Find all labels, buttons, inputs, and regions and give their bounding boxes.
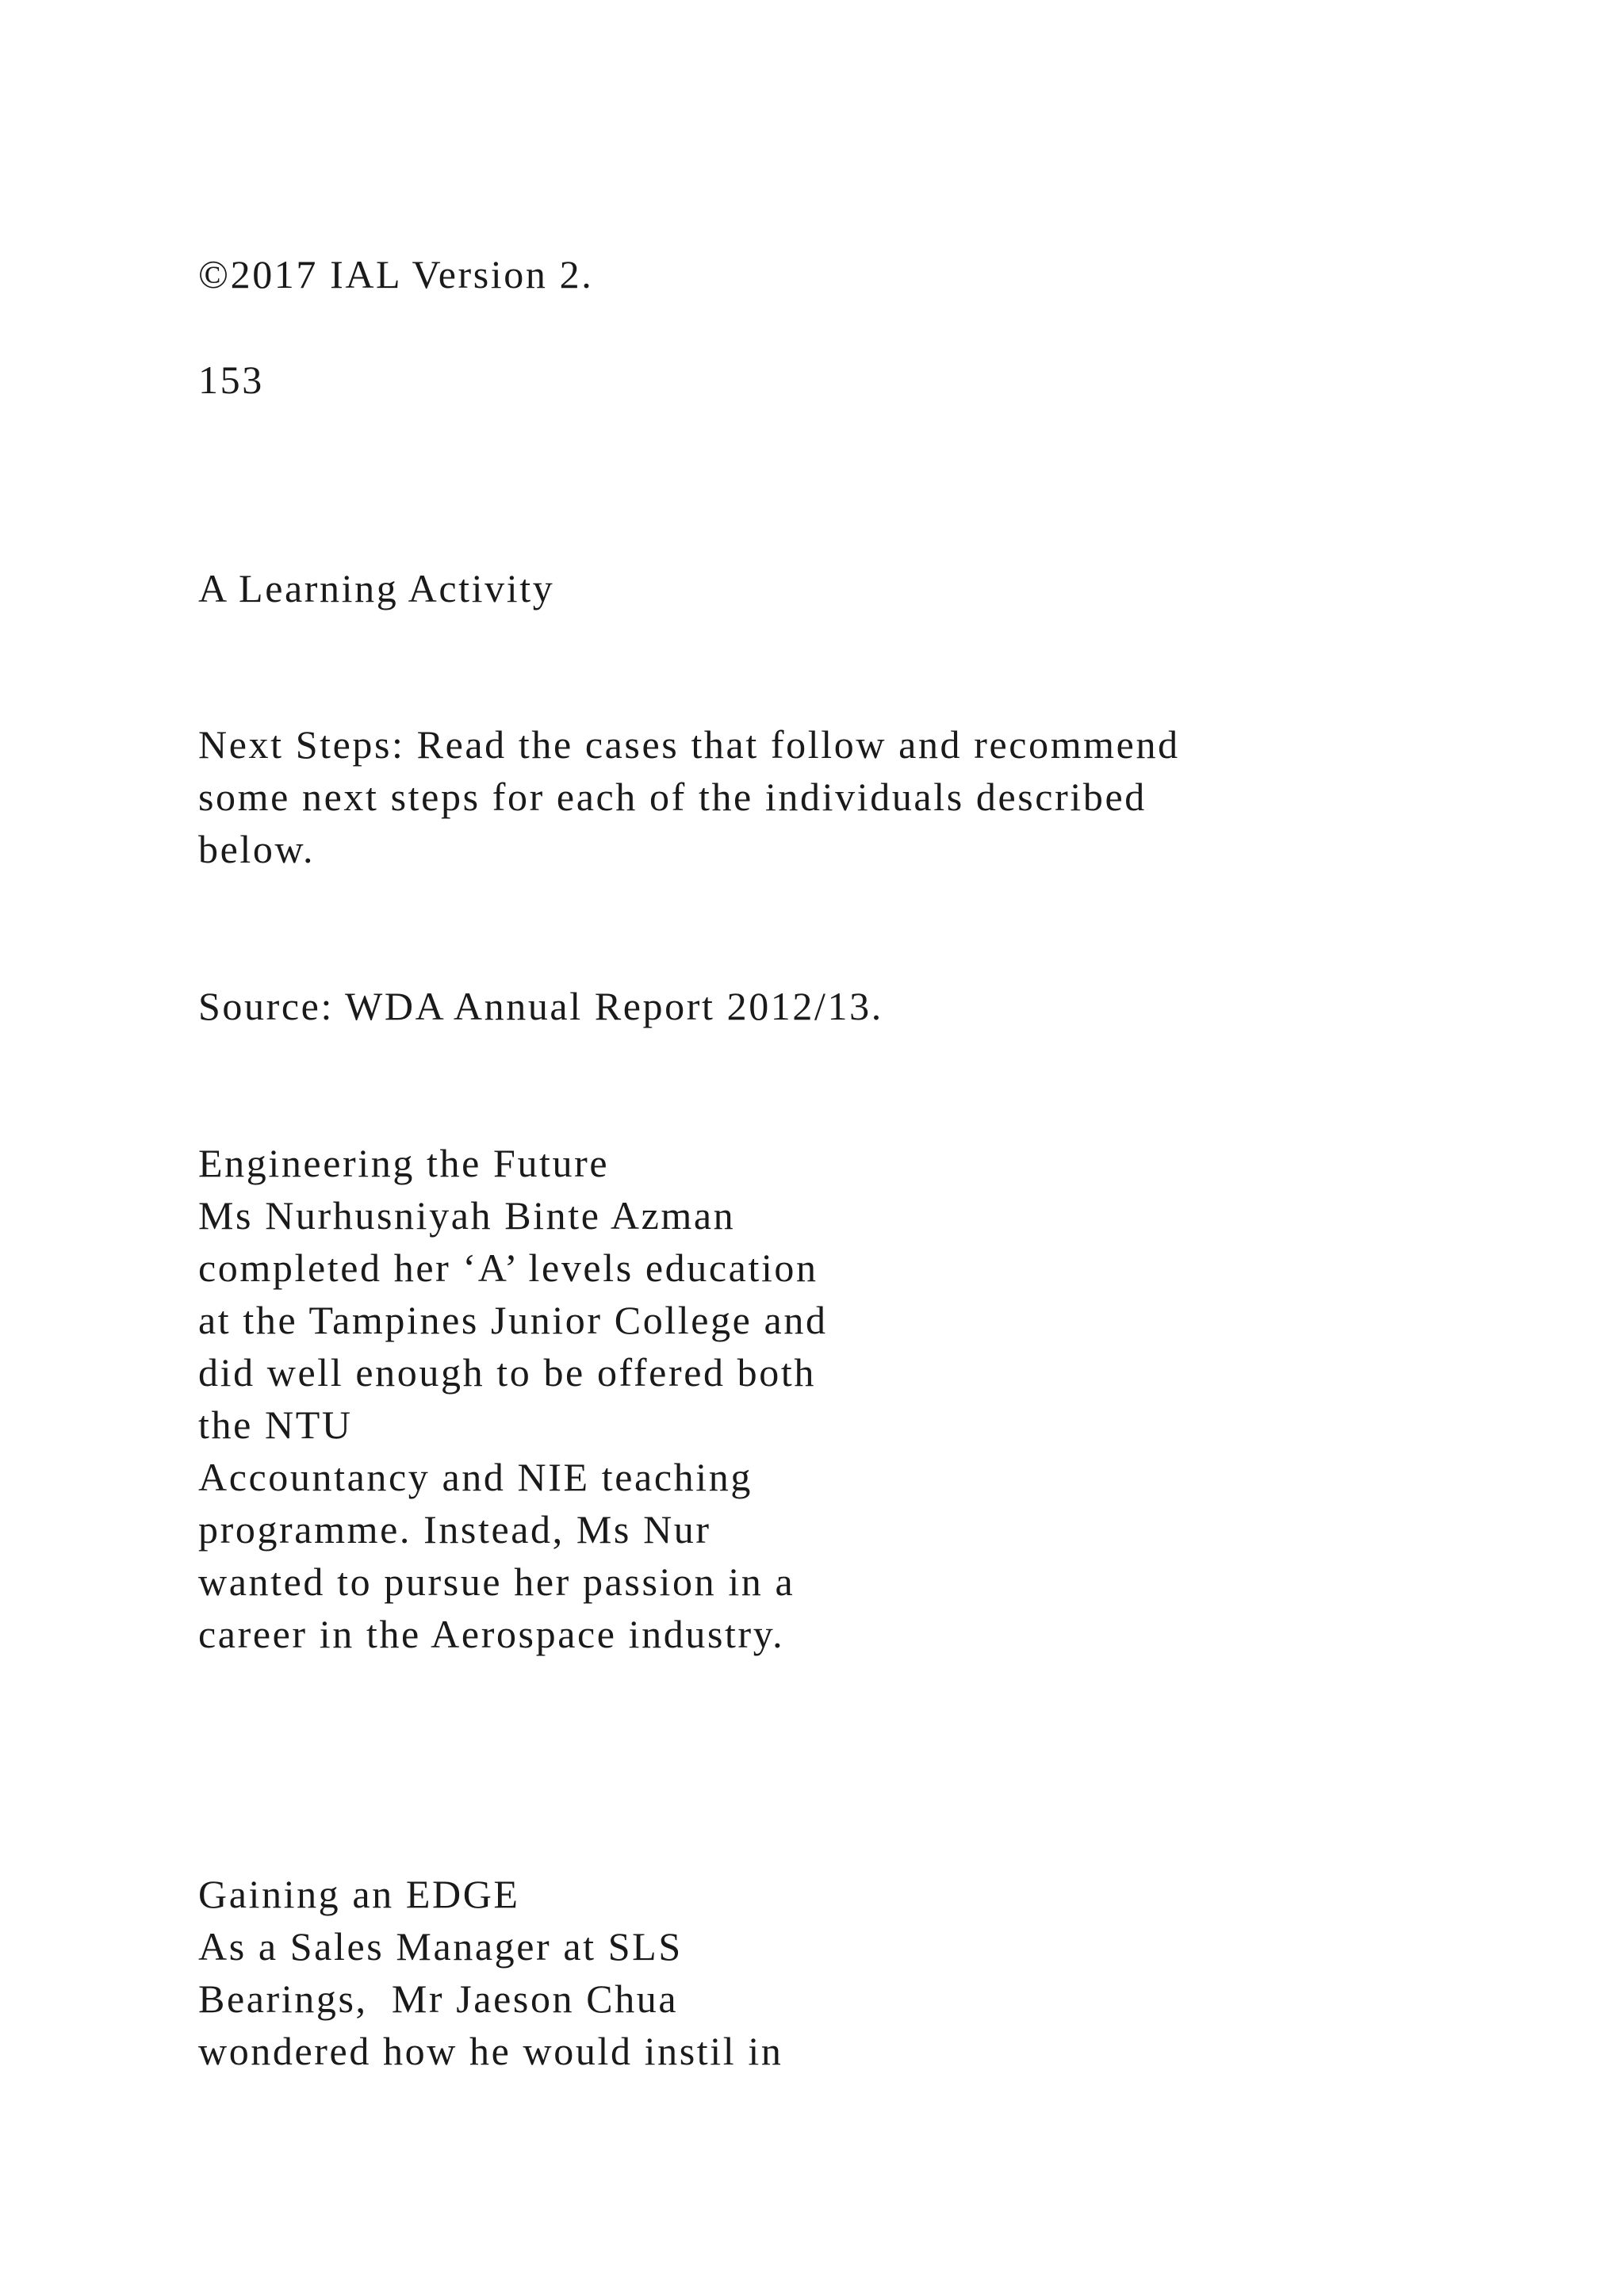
case-text-line: Bearings, Mr Jaeson Chua xyxy=(198,1976,679,2021)
instructions-line: some next steps for each of the individuals described xyxy=(198,775,1147,819)
case-text-line: the NTU xyxy=(198,1402,353,1447)
case-title: Engineering the Future xyxy=(198,1141,610,1185)
instructions-line: Next Steps: Read the cases that follow and recommend xyxy=(198,722,1180,767)
activity-title: A Learning Activity xyxy=(198,566,555,610)
case-text-line: completed her ‘A’ levels education xyxy=(198,1246,818,1290)
case-text-line: wondered how he would instil in xyxy=(198,2029,783,2073)
source-citation: Source: WDA Annual Report 2012/13. xyxy=(198,984,883,1028)
case-text-line: programme. Instead, Ms Nur xyxy=(198,1507,711,1552)
case-text-line: did well enough to be offered both xyxy=(198,1350,816,1395)
case-text-line: As a Sales Manager at SLS xyxy=(198,1924,683,1969)
case-text-line: career in the Aerospace industry. xyxy=(198,1612,785,1656)
page-number: 153 xyxy=(198,358,264,402)
case-text-line: Ms Nurhusniyah Binte Azman xyxy=(198,1193,736,1238)
case-text-line: at the Tampines Junior College and xyxy=(198,1298,828,1342)
case-text-line: wanted to pursue her passion in a xyxy=(198,1559,795,1604)
case-text-line: Accountancy and NIE teaching xyxy=(198,1455,753,1499)
instructions-line: below. xyxy=(198,827,316,871)
copyright-notice: ©2017 IAL Version 2. xyxy=(198,252,594,297)
case-title: Gaining an EDGE xyxy=(198,1872,520,1916)
